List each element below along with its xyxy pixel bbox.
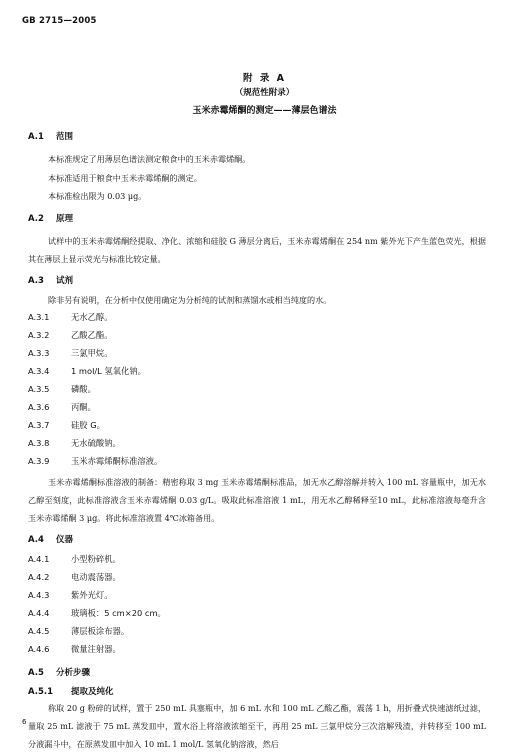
reagent-item: A.3.1 无水乙醇。 — [28, 312, 113, 322]
scope-line-3: 本标准检出限为 0.03 μg。 — [48, 191, 147, 201]
reagent-item: A.3.8 无水硫酸钠。 — [28, 438, 121, 448]
section-title: 原理 — [56, 214, 74, 224]
apparatus-item: A.4.2 电动震荡器。 — [28, 572, 121, 582]
section-heading-reagents — [28, 274, 73, 286]
principle-paragraph: 试样中的玉米赤霉烯酮经提取、净化、浓缩和硅胶 G 薄层分离后，玉米赤霉烯酮在 254 nm 紫外光下产生蓝色荧光，根据其在薄层上显示荧光与标准比较定量。 — [28, 236, 486, 264]
reagent-item: A.3.6 丙酮。 — [28, 402, 96, 412]
appendix-subtitle: （规范性附录） — [234, 88, 295, 98]
section-number: A.5 — [28, 668, 44, 678]
reagent-item: A.3.4 1 mol/L 氢氧化钠。 — [28, 366, 146, 376]
section-heading-apparatus — [28, 533, 73, 545]
section-heading-principle — [28, 212, 73, 224]
appendix-title: 附 录 A — [243, 73, 286, 84]
section-title: 试剂 — [56, 276, 74, 286]
scope-line-2: 本标准适用于粮食中玉米赤霉烯酮的测定。 — [48, 173, 202, 183]
apparatus-item: A.4.6 微量注射器。 — [28, 644, 121, 654]
page-number: 6 — [22, 718, 27, 726]
apparatus-item: A.4.3 紫外光灯。 — [28, 590, 113, 600]
section-number: A.3 — [28, 276, 44, 286]
section-heading-procedure — [28, 666, 90, 678]
apparatus-item: A.4.4 玻璃板：5 cm×20 cm。 — [28, 608, 166, 618]
scope-line-1: 本标准规定了用薄层色谱法测定粮食中的玉米赤霉烯酮。 — [48, 154, 251, 164]
apparatus-item: A.4.5 薄层板涂布器。 — [28, 626, 130, 636]
section-heading-scope — [28, 130, 73, 142]
subsection-title: 提取及纯化 — [71, 687, 114, 697]
reagent-item: A.3.9 玉米赤霉烯酮标准溶液。 — [28, 456, 163, 466]
reagents-intro: 除非另有说明，在分析中仅使用确定为分析纯的试剂和蒸馏水或相当纯度的水。 — [48, 295, 332, 305]
subsection-heading-extraction — [28, 685, 114, 697]
section-title: 仪器 — [56, 535, 74, 545]
section-title: 范围 — [56, 132, 74, 142]
section-number: A.2 — [28, 214, 44, 224]
apparatus-item: A.4.1 小型粉碎机。 — [28, 554, 121, 564]
subsection-number: A.5.1 — [28, 687, 54, 697]
reagent-item: A.3.3 三氯甲烷。 — [28, 348, 113, 358]
appendix-heading: 玉米赤霉烯酮的测定——薄层色谱法 — [192, 106, 337, 116]
reagent-item: A.3.7 硅胶 G。 — [28, 420, 105, 430]
standard-code: GB 2715—2005 — [22, 16, 97, 26]
extraction-paragraph: 称取 20 g 粉碎的试样，置于 250 mL 具塞瓶中，加 6 mL 水和 100 mL 乙酸乙酯，震荡 1 h，用折叠式快速滤纸过滤，量取 25 mL 滤液于 75 mL 蒸发皿中，置水浴上将溶液浓缩至干，再用 25 mL 三氯甲烷分三次溶解残渣，并转移至 100 mL 分液漏斗中，在原蒸发皿中加入 10 mL 1 mol/L 氢氧化钠溶液，然后 — [28, 703, 486, 749]
reagent-item: A.3.5 磷酸。 — [28, 384, 96, 394]
reagent-item: A.3.2 乙酸乙酯。 — [28, 330, 113, 340]
section-number: A.4 — [28, 535, 44, 545]
standard-solution-paragraph: 玉米赤霉烯酮标准溶液的制备：精密称取 3 mg 玉米赤霉烯酮标准品，加无水乙醇溶解并转入 100 mL 容量瓶中，加无水乙醇至刻度，此标准溶液含玉米赤霉烯酮 0.03 g/L。吸取此标准溶液 1 mL，用无水乙醇稀释至10 mL，此标准溶液每毫升含玉米赤霉烯酮 3 μg。将此标准溶液置 4℃冰箱备用。 — [28, 477, 486, 523]
section-title: 分析步骤 — [56, 668, 91, 678]
section-number: A.1 — [28, 132, 44, 142]
